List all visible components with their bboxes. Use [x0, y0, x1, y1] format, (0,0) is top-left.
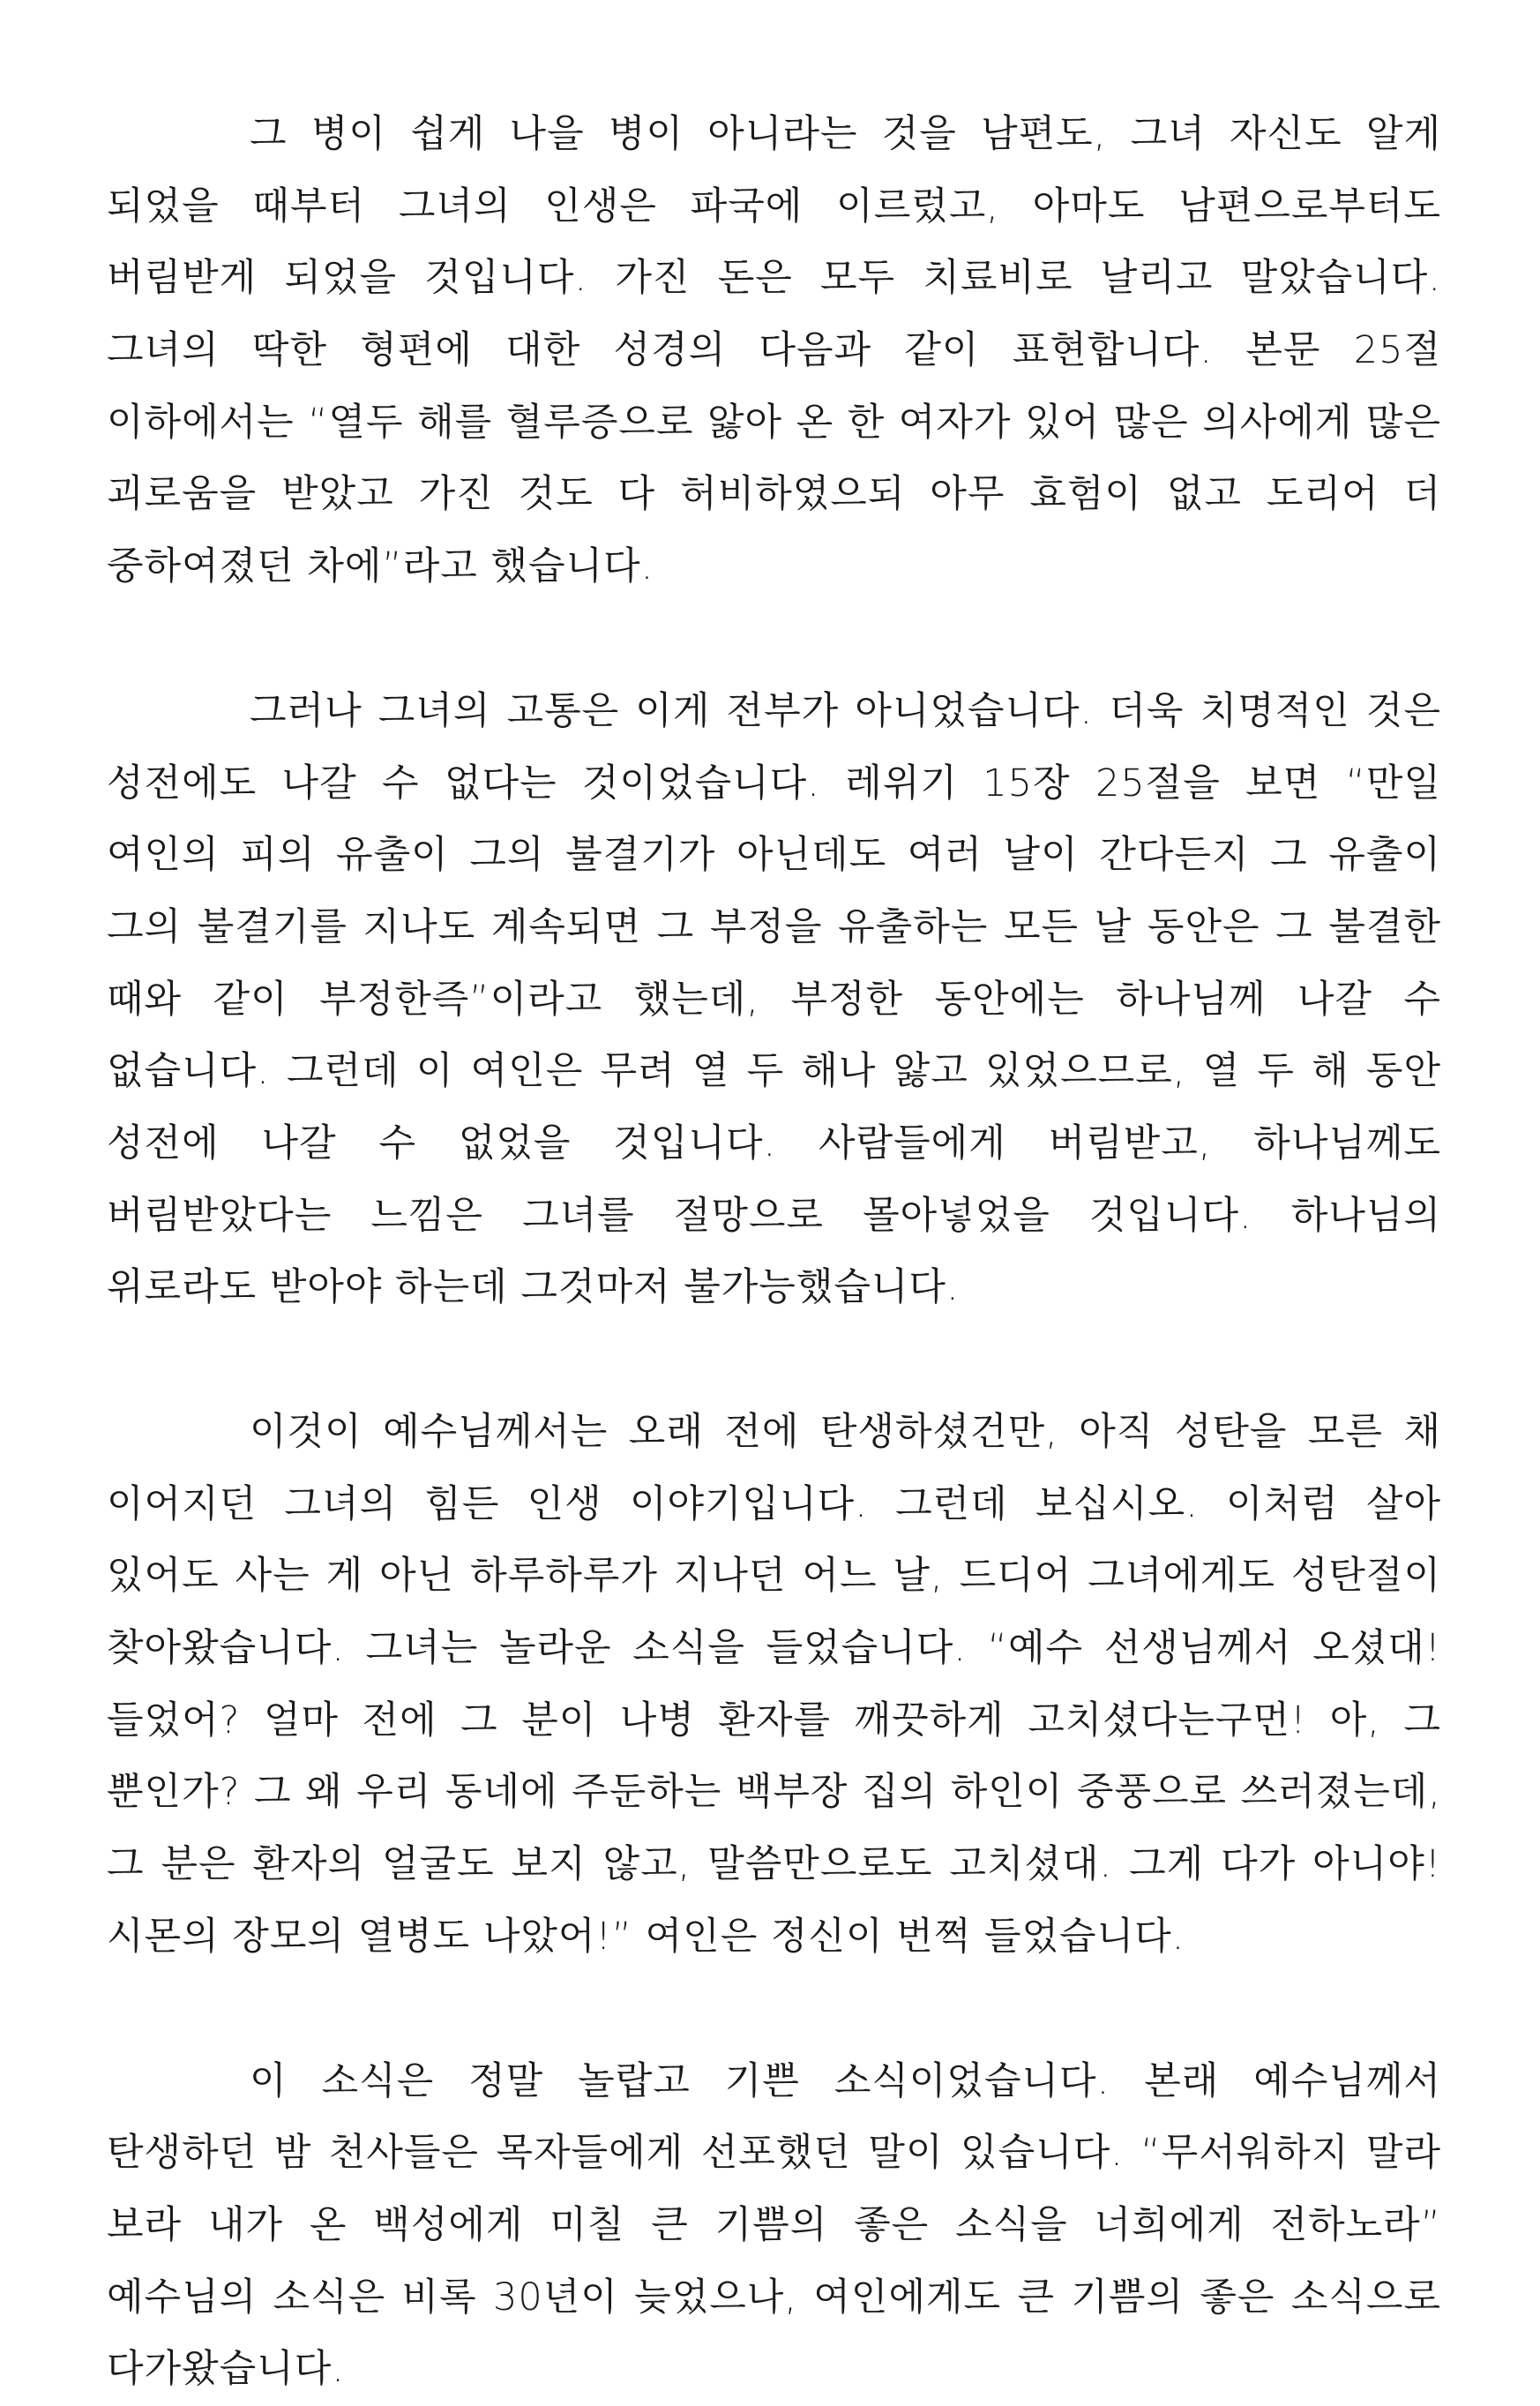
- paragraph-1: 그 병이 쉽게 나을 병이 아니라는 것을 남편도, 그녀 자신도 알게 되었을 때부터 그녀의 인생은 파국에 이르렀고, 아마도 남편으로부터도 버림받게 되었을 것입니다. 가진 돈은 모두 치료비로 날리고 말았습니다. 그녀의 딱한 형편에 대한 성경의 다음과 같이 표현합니다. 본문 25절 이하에서는 “열두 해를 혈루증으로 앓아 온 한 여자가 있어 많은 의사에게 많은 괴로움을 받았고 가진 것도 다 허비하였으되 아무 효험이 없고 도리어 더 중하여졌던 차에”라고 했습니다.: [107, 112, 1441, 589]
- paragraph-3: 이것이 예수님께서는 오래 전에 탄생하셨건만, 아직 성탄을 모른 채 이어지던 그녀의 힘든 인생 이야기입니다. 그런데 보십시오. 이처럼 살아 있어도 사는 게 아닌 하루하루가 지나던 어느 날, 드디어 그녀에게도 성탄절이 찾아왔습니다. 그녀는 놀라운 소식을 들었습니다. “예수 선생님께서 오셨대! 들었어? 얼마 전에 그 분이 나병 환자를 깨끗하게 고치셨다는구먼! 아, 그 뿐인가? 그 왜 우리 동네에 주둔하는 백부장 집의 하인이 중풍으로 쓰러졌는데, 그 분은 환자의 얼굴도 보지 않고, 말씀만으로도 고치셨대. 그게 다가 아니야! 시몬의 장모의 열병도 나았어!” 여인은 정신이 번쩍 들었습니다.: [107, 1410, 1441, 1959]
- document-page: [107, 99, 1441, 2406]
- paragraph-2: 그러나 그녀의 고통은 이게 전부가 아니었습니다. 더욱 치명적인 것은 성전에도 나갈 수 없다는 것이었습니다. 레위기 15장 25절을 보면 “만일 여인의 피의 유출이 그의 불결기가 아닌데도 여러 날이 간다든지 그 유출이 그의 불결기를 지나도 계속되면 그 부정을 유출하는 모든 날 동안은 그 불결한 때와 같이 부정한즉”이라고 했는데, 부정한 동안에는 하나님께 나갈 수 없습니다. 그런데 이 여인은 무려 열 두 해나 앓고 있었으므로, 열 두 해 동안 성전에 나갈 수 없었을 것입니다. 사람들에게 버림받고, 하나님께도 버림받았다는 느낌은 그녀를 절망으로 몰아넣었을 것입니다. 하나님의 위로라도 받아야 하는데 그것마저 불가능했습니다.: [107, 688, 1441, 1310]
- paragraph-4: 이 소식은 정말 놀랍고 기쁜 소식이었습니다. 본래 예수님께서 탄생하던 밤 천사들은 목자들에게 선포했던 말이 있습니다. “무서워하지 말라 보라 내가 온 백성에게 미칠 큰 기쁨의 좋은 소식을 너희에게 전하노라” 예수님의 소식은 비록 30년이 늦었으나, 여인에게도 큰 기쁨의 좋은 소식으로 다가왔습니다.: [107, 2058, 1441, 2392]
